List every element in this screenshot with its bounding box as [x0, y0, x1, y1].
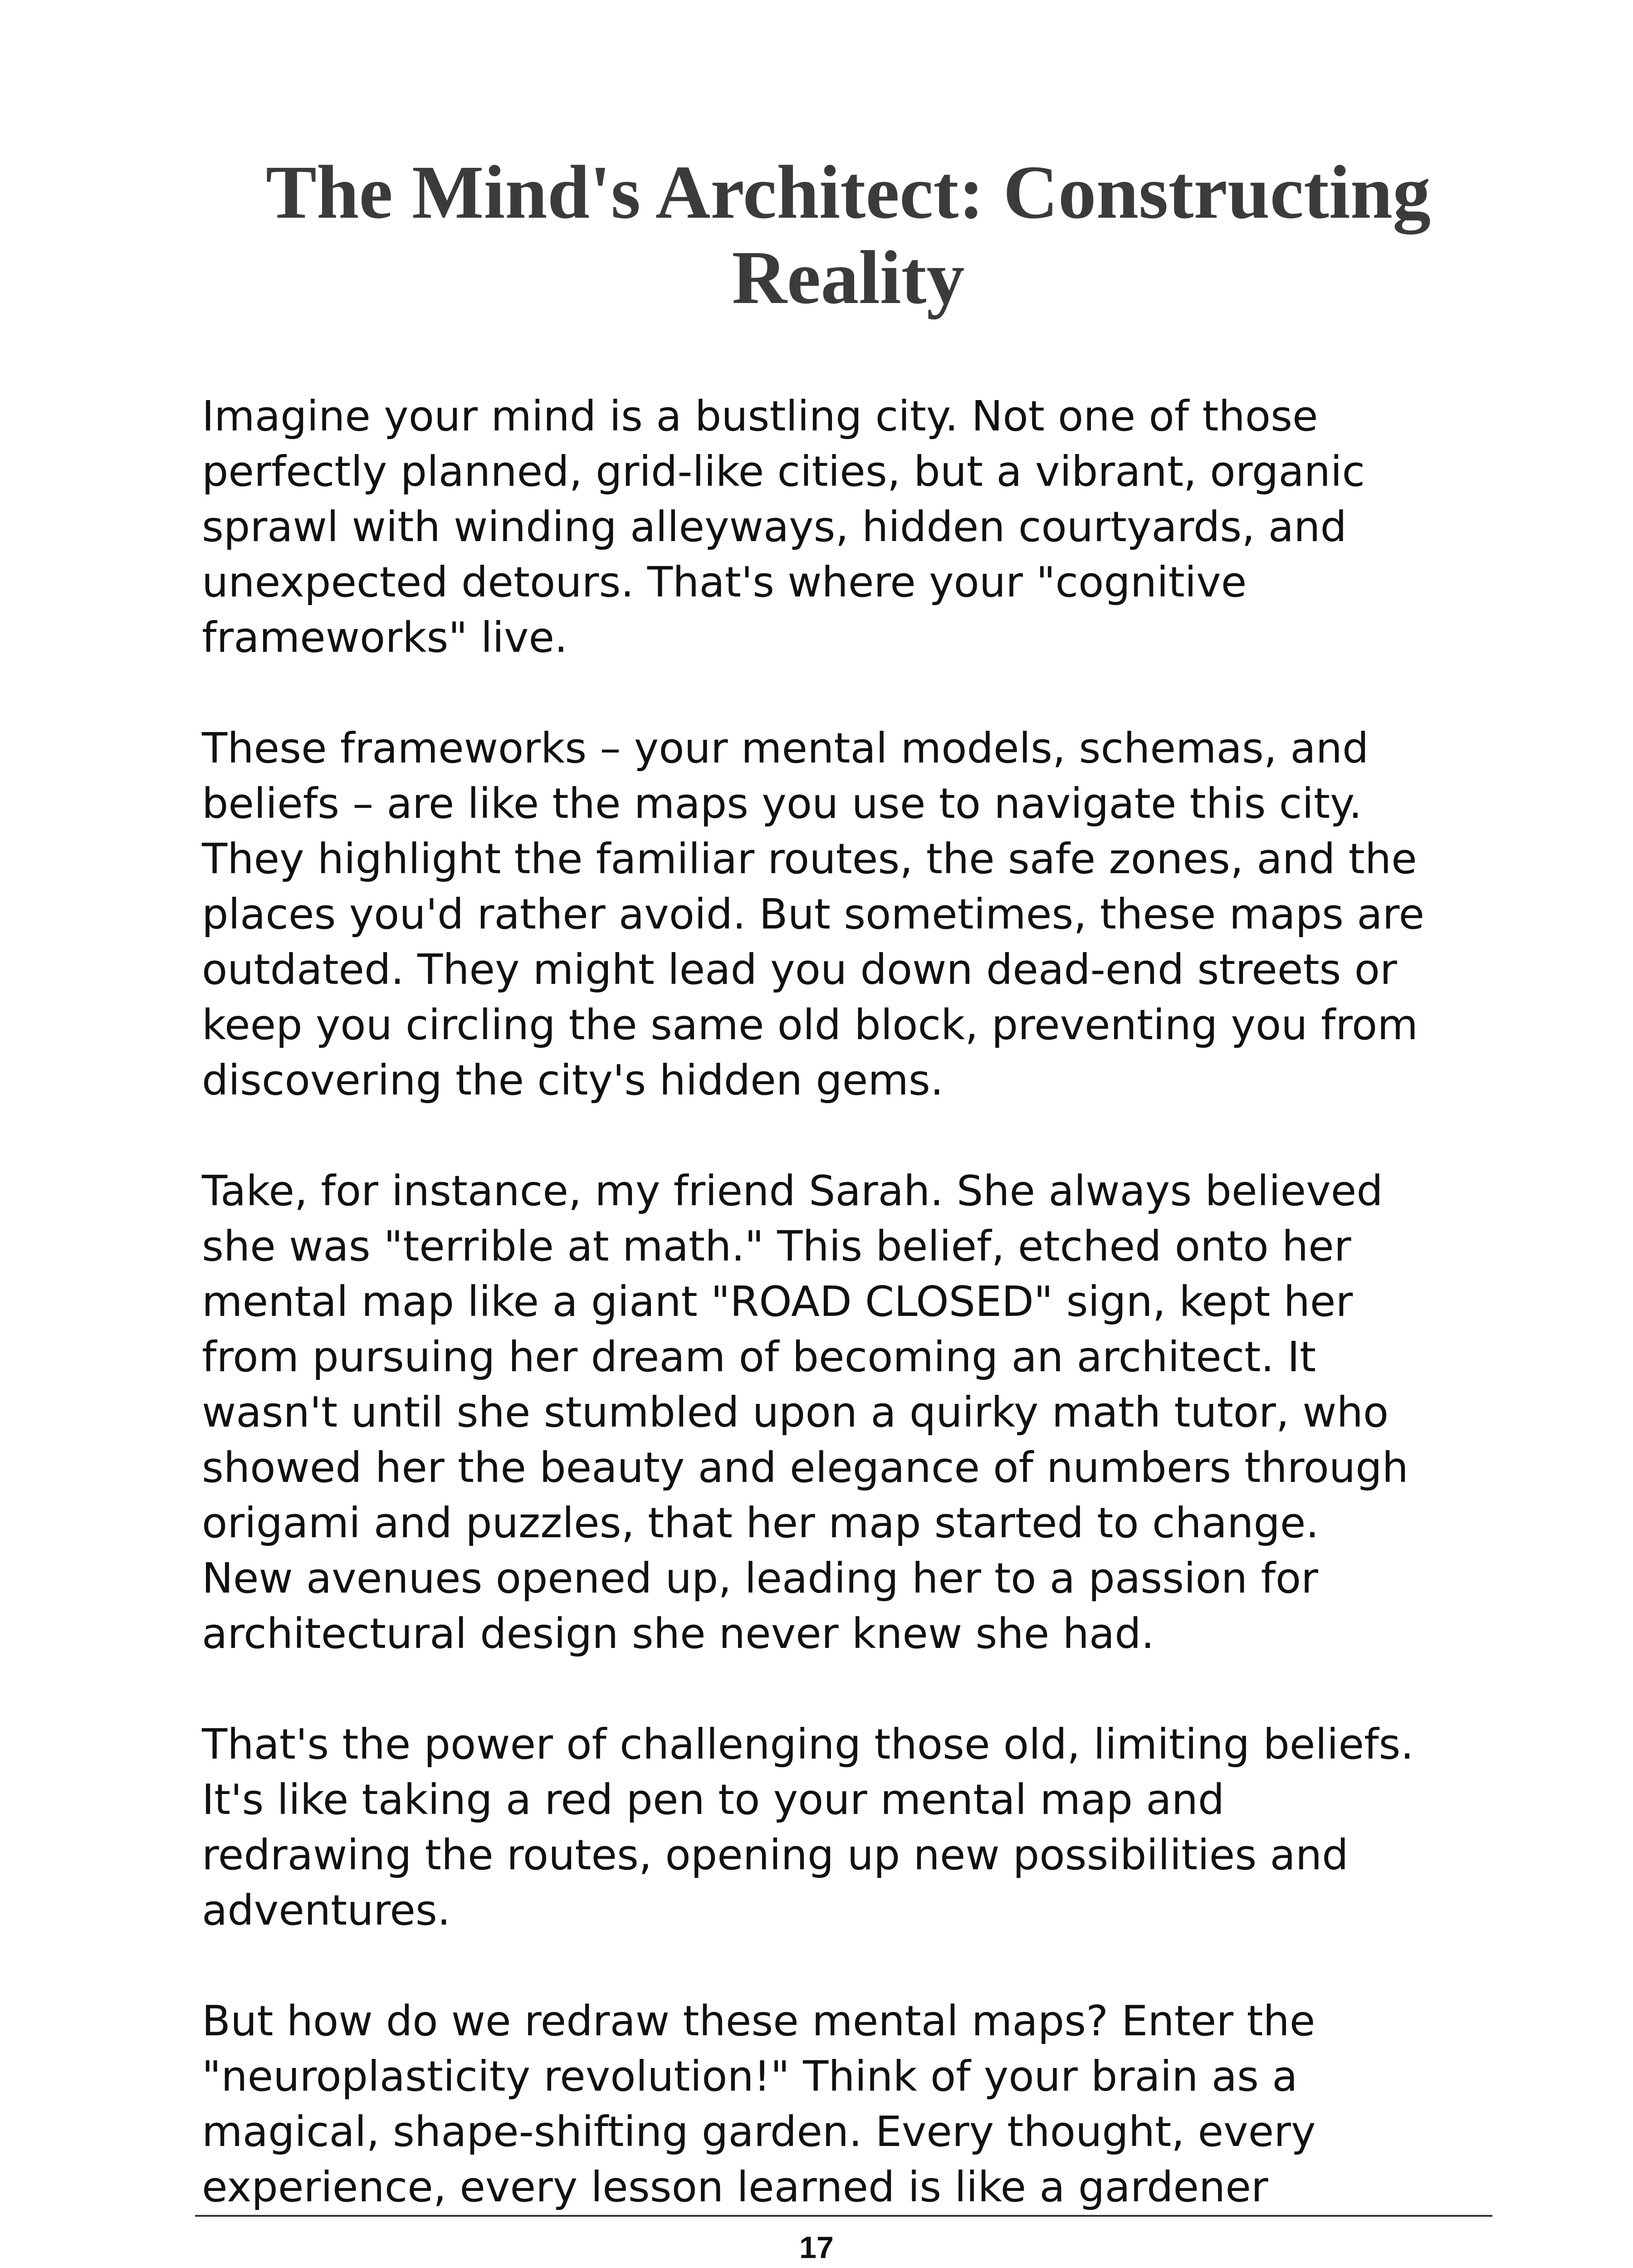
page-number: 17 [799, 2230, 834, 2265]
page-title: The Mind's Architect: Constructing Reality [265, 150, 1431, 320]
footer-divider [195, 2215, 1492, 2217]
paragraph-2: These frameworks – your mental models, schemas, and beliefs – are like the maps you use to navigate this city. They highlight the familiar routes, the safe zones, and the places you'd rather avoid. But sometimes, these maps are outdated. They might lead you down dead-end streets or keep you circling the same old block, preventing you from discovering the city's hidden gems. [202, 724, 1425, 1105]
paragraph-5: But how do we redraw these mental maps? Enter the "neuroplasticity revolution!" Think of your brain as a magical, shape-shifting garden. Every thought, every experience, every lesson learned is like a gardener [202, 1997, 1316, 2211]
body-text [202, 389, 1504, 2215]
paragraph-3: Take, for instance, my friend Sarah. She always believed she was "terrible at math." This belief, etched onto her mental map like a giant "ROAD CLOSED" sign, kept her from pursuing her dream of becoming an architect. It wasn't until she stumbled upon a quirky math tutor, who showed her the beauty and elegance of numbers through origami and puzzles, that her map started to change. New avenues opened up, leading her to a passion for architectural design she never knew she had. [202, 1167, 1408, 1658]
paragraph-4: That's the power of challenging those old, limiting beliefs. It's like taking a red pen to your mental map and redrawing the routes, opening up new possibilities and adventures. [202, 1720, 1414, 1935]
paragraph-1: Imagine your mind is a bustling city. Not one of those perfectly planned, grid-like cities, but a vibrant, organic sprawl with winding alleyways, hidden courtyards, and unexpected detours. That's where your "cognitive frameworks" live. [202, 392, 1365, 662]
